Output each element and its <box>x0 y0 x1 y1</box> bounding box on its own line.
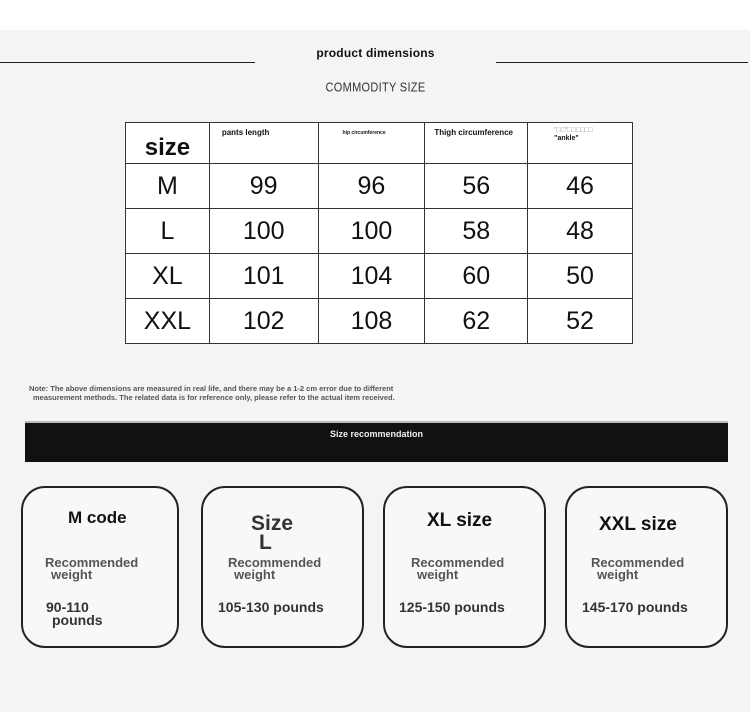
top-band <box>0 0 750 30</box>
page-title: product dimensions <box>316 46 435 60</box>
cell-pants-length: 101 <box>209 254 318 299</box>
table-row <box>126 299 633 344</box>
cell-thigh: 56 <box>425 164 528 209</box>
cell-ankle: 48 <box>528 209 633 254</box>
header-ankle <box>528 123 633 164</box>
card-weight-range: 105-130 pounds <box>218 599 324 615</box>
cell-hip: 100 <box>318 209 425 254</box>
size-recommendation-bar <box>25 421 728 462</box>
header-hip: hip circumference <box>318 123 425 164</box>
card-m <box>21 486 179 648</box>
header-rule-right <box>496 62 748 63</box>
size-recommendation-label: Size recommendation <box>329 429 424 439</box>
header-ankle-label: "ankle" <box>554 135 579 142</box>
cell-ankle: 46 <box>528 164 633 209</box>
card-xxl <box>565 486 728 648</box>
note-line-1: Note: The above dimensions are measured in real life, and there may be a 1-2 cm error due to different <box>29 384 394 393</box>
table-row <box>126 164 633 209</box>
note-line-2: measurement methods. The related data is for reference only, please refer to the actual item received. <box>33 393 395 402</box>
card-l <box>201 486 364 648</box>
card-weight-range: 90-110 pounds <box>46 599 103 628</box>
cell-size: XL <box>126 254 210 299</box>
page-subtitle: COMMODITY SIZE <box>325 81 426 95</box>
card-title: M code <box>68 508 127 527</box>
card-weight-range: 125-150 pounds <box>399 599 505 615</box>
cell-thigh: 58 <box>425 209 528 254</box>
cell-hip: 104 <box>318 254 425 299</box>
cell-ankle: 52 <box>528 299 633 344</box>
header-thigh: Thigh circumference <box>425 123 528 164</box>
table-row <box>126 209 633 254</box>
header-size: size <box>126 123 210 164</box>
cell-pants-length: 99 <box>209 164 318 209</box>
card-xl <box>383 486 546 648</box>
cell-size: M <box>126 164 210 209</box>
card-title: XXL size <box>599 514 677 535</box>
cell-size: XXL <box>126 299 210 344</box>
card-recommended-weight: Recommended weight <box>228 555 322 582</box>
header-pants-length: pants length <box>209 123 318 164</box>
cell-size: L <box>126 209 210 254</box>
header-ankle-garbled: "□□"□□□□□□ <box>554 127 593 134</box>
measurement-note <box>29 384 729 402</box>
cell-thigh: 62 <box>425 299 528 344</box>
cell-thigh: 60 <box>425 254 528 299</box>
cell-hip: 96 <box>318 164 425 209</box>
card-recommended-weight: Recommended weight <box>591 555 685 582</box>
card-recommended-weight: Recommended weight <box>411 555 505 582</box>
card-recommended-weight: Recommended weight <box>45 555 139 582</box>
cell-ankle: 50 <box>528 254 633 299</box>
table-header-row <box>126 123 633 164</box>
card-weight-range: 145-170 pounds <box>582 599 688 615</box>
size-table <box>125 122 633 344</box>
cell-pants-length: 102 <box>209 299 318 344</box>
card-title: Size L <box>251 512 294 554</box>
cell-pants-length: 100 <box>209 209 318 254</box>
table-row <box>126 254 633 299</box>
cell-hip: 108 <box>318 299 425 344</box>
card-title: XL size <box>427 510 493 531</box>
header-rule-left <box>0 62 255 63</box>
